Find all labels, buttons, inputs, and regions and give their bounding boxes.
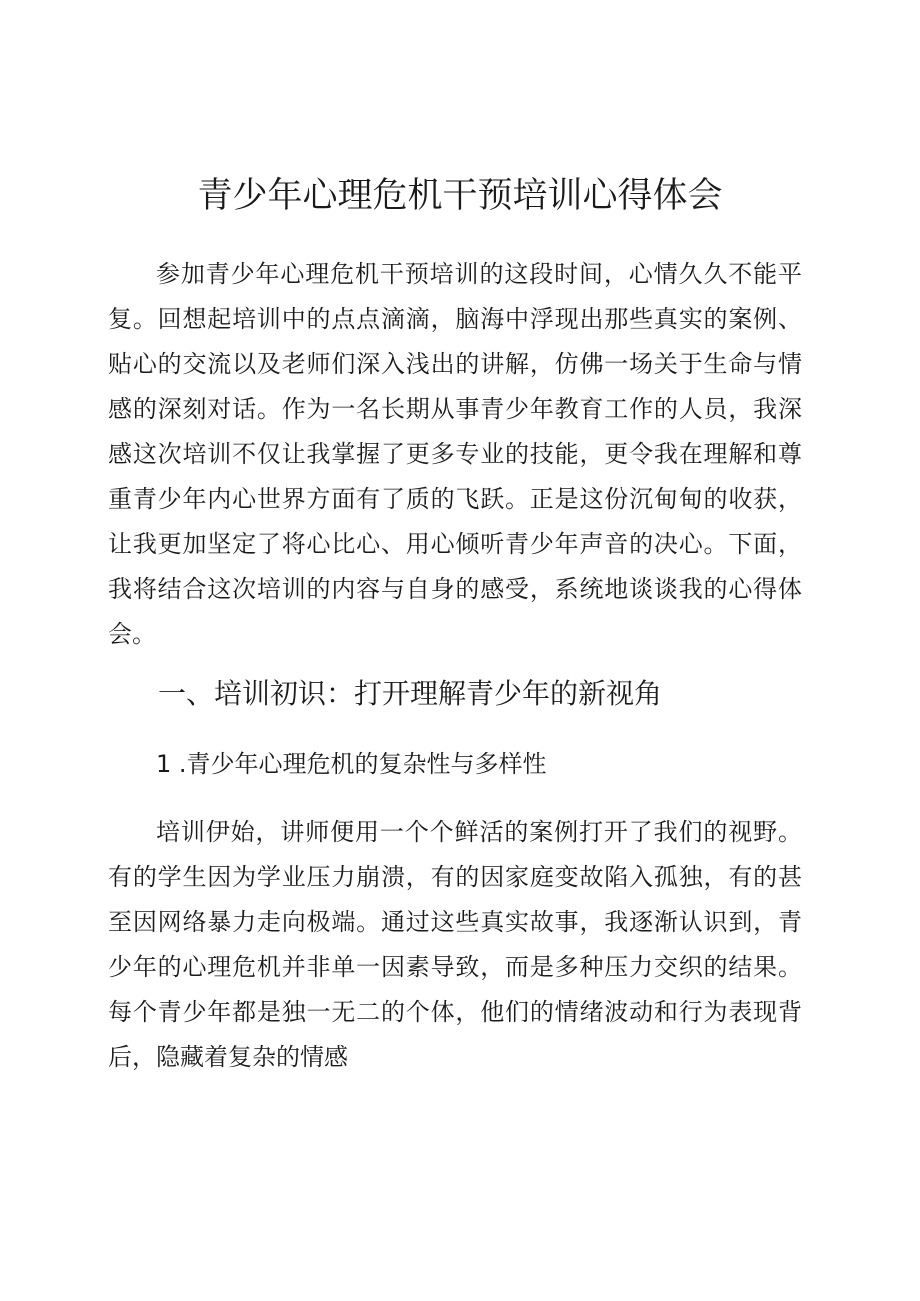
body-paragraph: 培训伊始，讲师便用一个个鲜活的案例打开了我们的视野。有的学生因为学业压力崩溃，有的因家庭变故陷入孤独，有的甚至因网络暴力走向极端。通过这些真实故事，我逐渐认识到，青少年的心理危机并非单一因素导致，而是多种压力交织的结果。每个青少年都是独一无二的个体，他们的情绪波动和行为表现背后，隐藏着复杂的情感 xyxy=(108,818,802,1071)
intro-paragraph: 参加青少年心理危机干预培训的这段时间，心情久久不能平复。回想起培训中的点点滴滴，脑海中浮现出那些真实的案例、贴心的交流以及老师们深入浅出的讲解，仿佛一场关于生命与情感的深刻对话。作为一名长期从事青少年教育工作的人员，我深感这次培训不仅让我掌握了更多专业的技能，更令我在理解和尊重青少年内心世界方面有了质的飞跃。正是这份沉甸甸的收获，让我更加坚定了将心比心、用心倾听青少年声音的决心。下面，我将结合这次培训的内容与自身的感受，系统地谈谈我的心得体会。 xyxy=(108,260,802,648)
subsection-heading: 1 .青少年心理危机的复杂性与多样性 xyxy=(156,750,547,778)
document-title: 青少年心理危机干预培训心得体会 xyxy=(197,176,723,216)
section-heading: 一、培训初识：打开理解青少年的新视角 xyxy=(158,677,663,710)
